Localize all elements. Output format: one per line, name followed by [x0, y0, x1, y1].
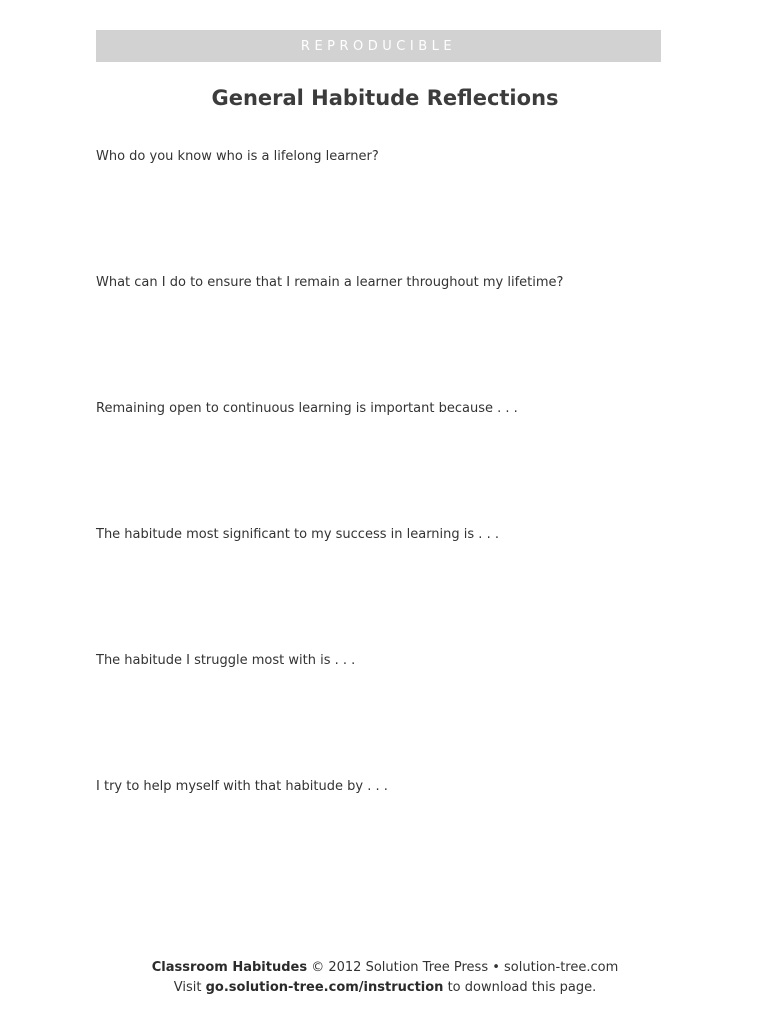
footer-book-title: Classroom Habitudes [151, 960, 308, 975]
footer-copyright-line [0, 958, 770, 978]
prompt-significant-habitude: The habitude most significant to my success in learning is . . . [96, 527, 499, 542]
footer-visit-prefix: Visit [173, 980, 202, 995]
footer-visit-suffix: to download this page. [447, 980, 597, 995]
footer-visit-line [0, 978, 770, 998]
footer-copyright: © 2012 Solution Tree Press • solution-tree.com [311, 960, 619, 975]
prompt-lifelong-learner: Who do you know who is a lifelong learner? [96, 149, 379, 164]
prompt-continuous-learning: Remaining open to continuous learning is important because . . . [96, 401, 518, 416]
page-title: General Habitude Reflections [211, 86, 559, 110]
prompt-help-myself: I try to help myself with that habitude by . . . [96, 779, 388, 794]
prompt-remain-learner: What can I do to ensure that I remain a learner throughout my lifetime? [96, 275, 564, 290]
banner-label: REPRODUCIBLE [300, 38, 457, 54]
footer-download-link[interactable]: go.solution-tree.com/instruction [205, 980, 444, 995]
prompt-struggle-habitude: The habitude I struggle most with is . . . [96, 653, 356, 668]
reproducible-banner [96, 30, 661, 62]
page-footer [0, 958, 770, 998]
